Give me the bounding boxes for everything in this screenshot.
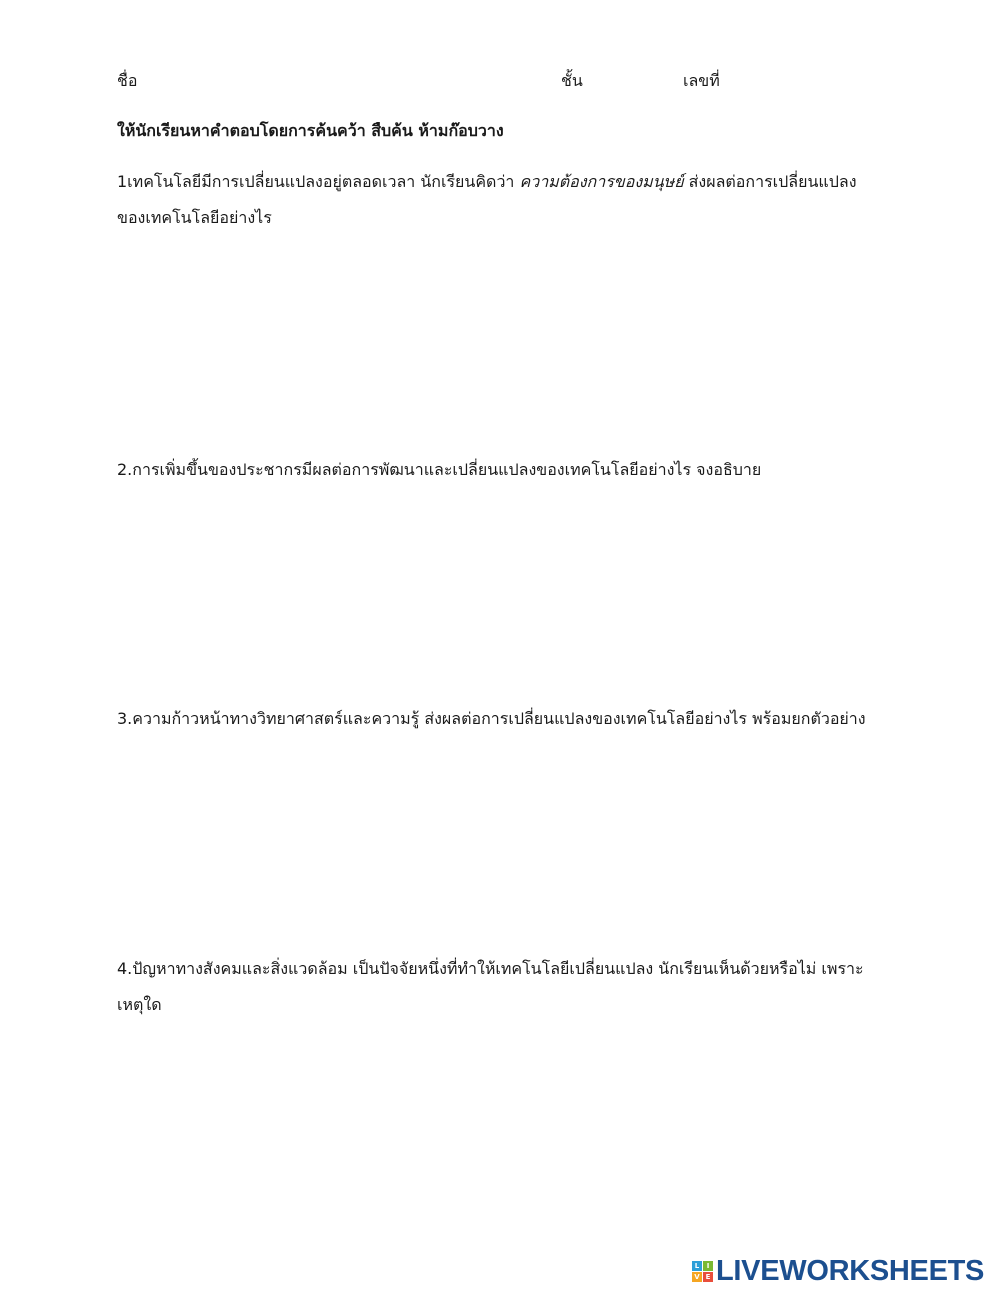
logo-blocks-icon (692, 1261, 713, 1282)
instruction-text: ให้นักเรียนหาคำตอบโดยการค้นคว้า สืบค้น ห้ามก๊อบวาง (117, 121, 504, 140)
logo-block-v: V (692, 1272, 702, 1282)
question-1 (117, 164, 877, 236)
logo-block-l: L (692, 1261, 702, 1271)
question-2: 2.การเพิ่มขึ้นของประชากรมีผลต่อการพัฒนาและเปลี่ยนแปลงของเทคโนโลยีอย่างไร จงอธิบาย (117, 460, 762, 479)
question-1-prefix: 1เทคโนโลยีมีการเปลี่ยนแปลงอยู่ตลอดเวลา นักเรียนคิดว่า (117, 172, 520, 191)
logo-block-e: E (703, 1272, 713, 1282)
logo-block-i: I (703, 1261, 713, 1271)
logo-text: LIVEWORKSHEETS (716, 1255, 985, 1287)
question-4: 4.ปัญหาทางสังคมและสิ่งแวดล้อม เป็นปัจจัยหนึ่งที่ทำให้เทคโนโลยีเปลี่ยนแปลง นักเรียนเห็นด้วยหรือไม่ เพราะเหตุใด (117, 959, 864, 1014)
answer-area-4[interactable] (117, 1030, 877, 1230)
name-label: ชื่อ (117, 71, 138, 90)
class-label: ชั้น (561, 71, 583, 90)
question-3: 3.ความก้าวหน้าทางวิทยาศาสตร์และความรู้ ส่งผลต่อการเปลี่ยนแปลงของเทคโนโลยีอย่างไร พร้อมยกตัวอย่าง (117, 709, 866, 728)
question-1-emphasis: ความต้องการของมนุษย์ (519, 172, 684, 191)
number-label: เลขที่ (683, 71, 720, 90)
liveworksheets-logo (692, 1254, 984, 1288)
question-1-suffix: ส่งผลต่อการเปลี่ยนแปลงของเทคโนโลยีอย่างไร (117, 172, 857, 227)
answer-area-1[interactable] (117, 240, 877, 440)
answer-area-2[interactable] (117, 495, 877, 690)
answer-area-3[interactable] (117, 745, 877, 940)
